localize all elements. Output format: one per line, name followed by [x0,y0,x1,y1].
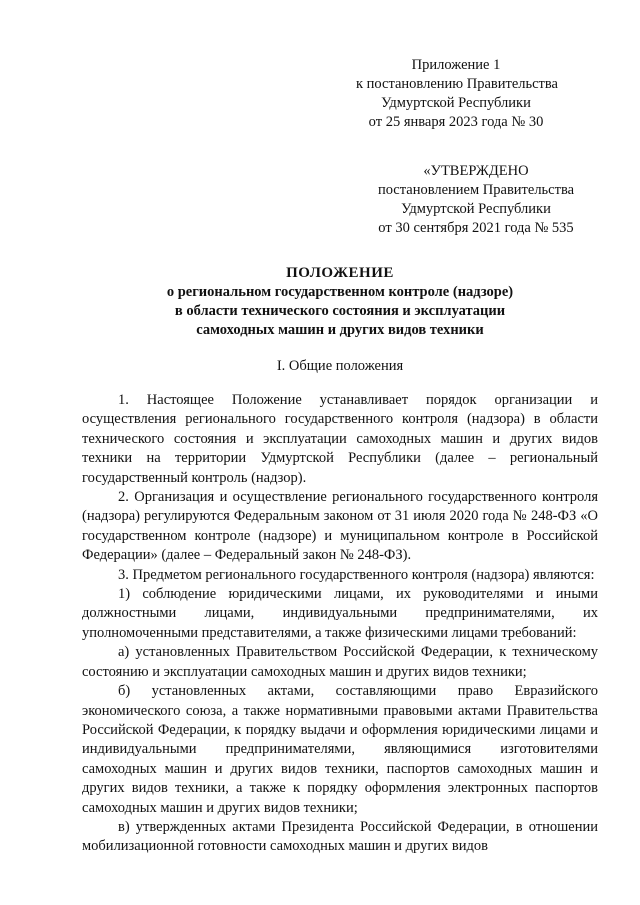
document-heading: ПОЛОЖЕНИЕ [286,265,394,281]
title-line: самоходных машин и других видов техники [196,322,484,338]
paragraph: б) установленных актами, составляющими право Евразийского экономического союза, а также нормативными правовыми актами Правительства Российской Федерации, к порядку выдачи и оформления юридическими лицами и индивидуальными предпринимателями, являющимися изготовителями самоходных машин и других видов техники, паспортов самоходных машин и других видов техники, а также к порядку оформления электронных паспортов самоходных машин и других видов техники; [82,683,598,816]
document-body [82,391,598,857]
approval-stamp [356,162,596,238]
paragraph: а) установленных Правительством Российской Федерации, к техническому состоянию и эксплуатации самоходных машин и других видов техники; [82,644,598,680]
title-line: о региональном государственном контроле (надзоре) [166,284,514,300]
paragraph: 1) соблюдение юридическими лицами, их руководителями и иными должностными лицами, индивидуальными предпринимателями, их уполномоченными представителями, а также физическими лицами требований: [82,586,598,641]
approval-line: «УТВЕРЖДЕНО [423,163,529,179]
approval-line: Удмуртской Республики [401,201,551,217]
paragraph: в) утвержденных актами Президента Российской Федерации, в отношении мобилизационной готовности самоходных машин и других видов [82,818,598,855]
annex-line: от 25 января 2023 года № 30 [368,114,544,130]
annex-line: к постановлению Правительства [356,76,558,92]
section-title: I. Общие положения [276,358,404,374]
annex-line: Приложение 1 [411,57,501,73]
approval-line: постановлением Правительства [377,182,575,198]
approval-line: от 30 сентября 2021 года № 535 [378,220,574,236]
paragraph: 3. Предметом регионального государственного контроля (надзора) являются: [118,566,595,583]
paragraph: 1. Настоящее Положение устанавливает порядок организации и осуществления регионального государственного контроля (надзора) в области технического состояния и эксплуатации самоходных машин и других видов техники на территории Удмуртской Республики (далее – региональный государственный контроль (надзор). [82,392,598,486]
annex-line: Удмуртской Республики [381,95,531,111]
paragraph: 2. Организация и осуществление регионального государственного контроля (надзора) регулируются Федеральным законом от 31 июля 2020 года № 248-ФЗ «О государственном контроле (надзоре) и муниципальном контроле в Российской Федерации» (далее – Федеральный закон № 248-ФЗ). [82,489,598,564]
title-line: в области технического состояния и эксплуатации [174,303,506,319]
document-title [90,264,590,340]
annex-header [356,56,556,132]
